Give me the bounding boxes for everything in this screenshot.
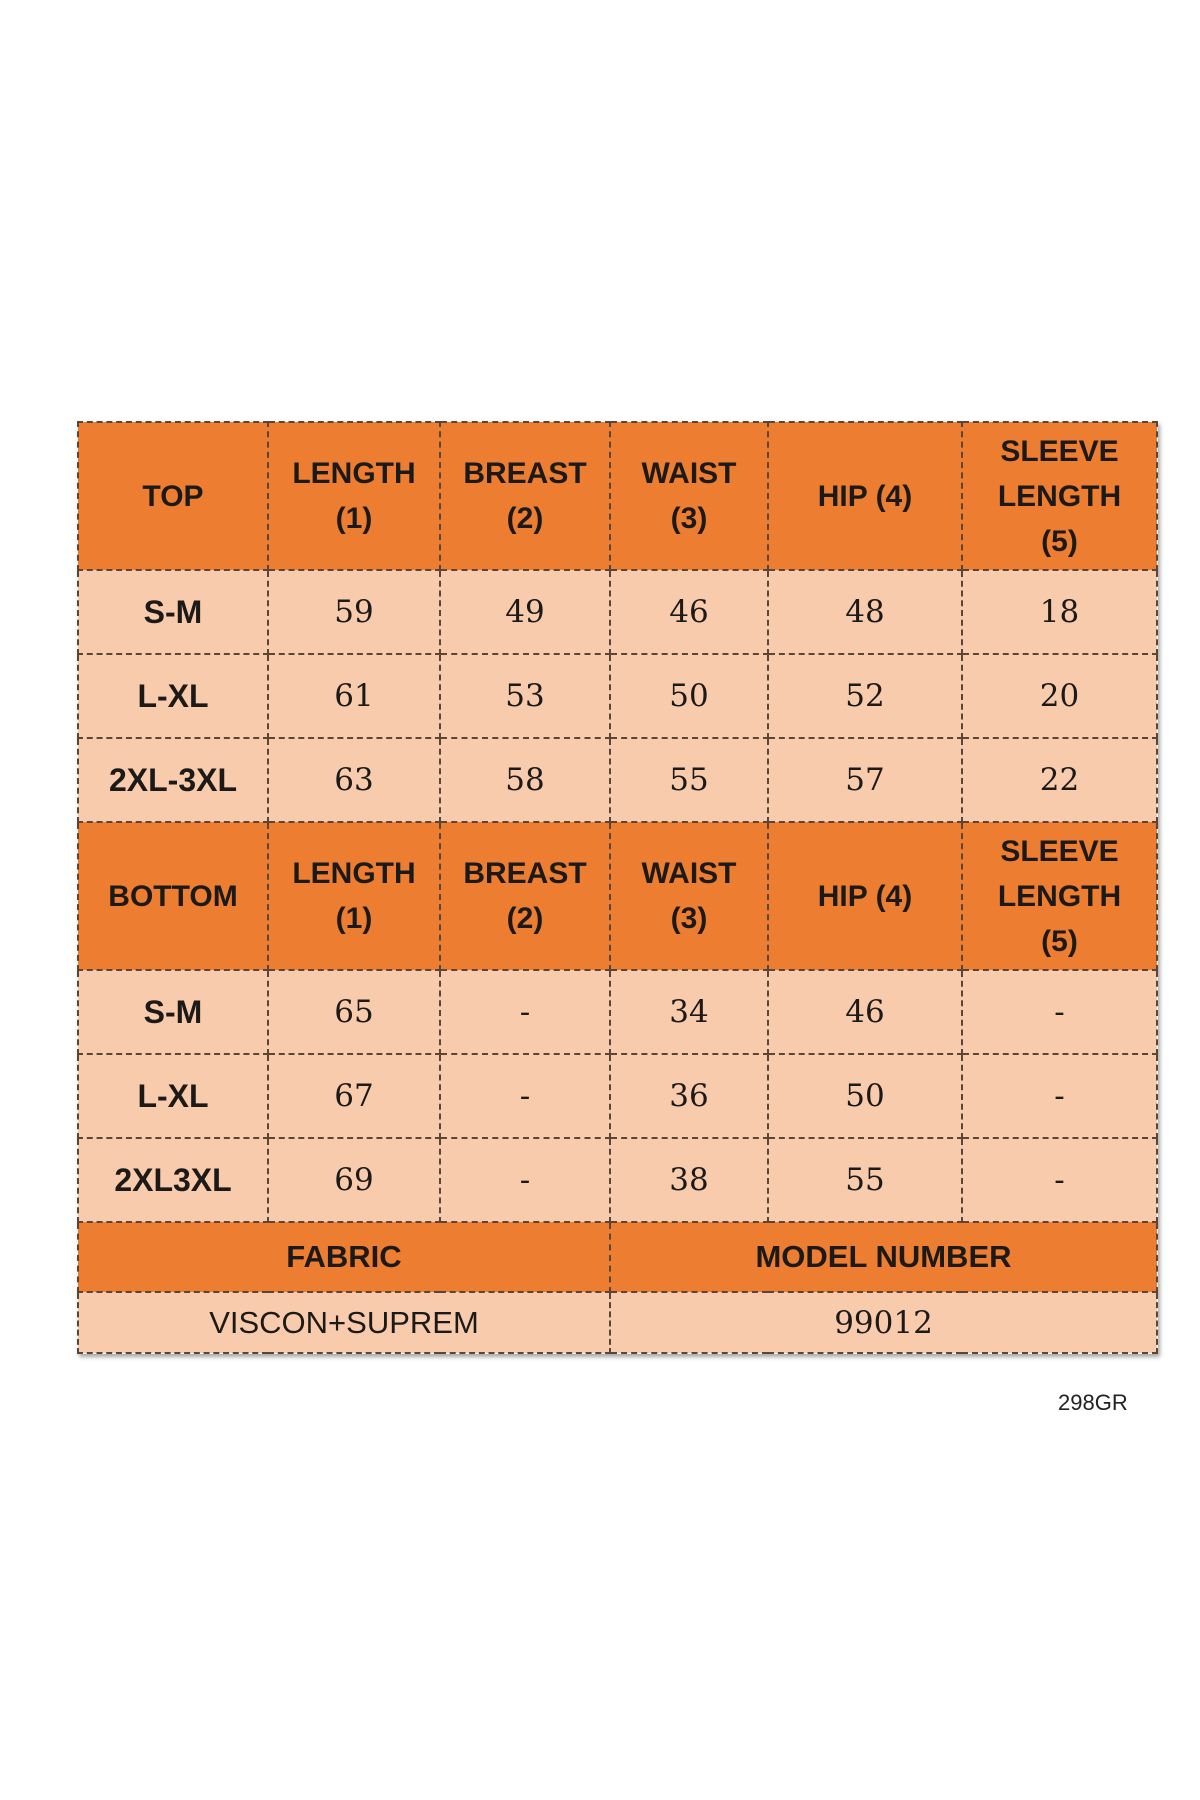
size-label: L-XL [78,1054,268,1138]
bottom-header-row [78,822,1157,970]
bottom-sleeve-length-header: SLEEVE LENGTH (5) [962,822,1157,970]
size-label: S-M [78,570,268,654]
breast-value: 49 [440,570,610,654]
fabric-label: FABRIC [78,1222,610,1292]
sleeve-length-value: 20 [962,654,1157,738]
waist-value: 55 [610,738,768,822]
bottom-waist-header: WAIST (3) [610,822,768,970]
waist-value: 46 [610,570,768,654]
breast-value: 53 [440,654,610,738]
size-label: 2XL-3XL [78,738,268,822]
size-label: L-XL [78,654,268,738]
footer-header-row [78,1222,1157,1292]
chart-code: 298GR [1058,1390,1128,1415]
hip-value: 55 [768,1138,962,1222]
breast-value: 58 [440,738,610,822]
waist-value: 38 [610,1138,768,1222]
top-breast-header: BREAST (2) [440,422,610,570]
waist-value: 50 [610,654,768,738]
length-value: 67 [268,1054,440,1138]
model-number-value: 99012 [610,1292,1157,1353]
sleeve-length-value: - [962,970,1157,1054]
fabric-value: VISCON+SUPREM [78,1292,610,1353]
length-value: 61 [268,654,440,738]
top-header-row [78,422,1157,570]
table-row [78,1138,1157,1222]
bottom-breast-header: BREAST (2) [440,822,610,970]
top-waist-header: WAIST (3) [610,422,768,570]
top-length-header: LENGTH (1) [268,422,440,570]
table-row [78,970,1157,1054]
waist-value: 34 [610,970,768,1054]
breast-value: - [440,1138,610,1222]
hip-value: 48 [768,570,962,654]
breast-value: - [440,970,610,1054]
size-label: S-M [78,970,268,1054]
length-value: 59 [268,570,440,654]
size-label: 2XL3XL [78,1138,268,1222]
length-value: 65 [268,970,440,1054]
top-header-cell: TOP [78,422,268,570]
table-row [78,654,1157,738]
waist-value: 36 [610,1054,768,1138]
breast-value: - [440,1054,610,1138]
top-hip-header: HIP (4) [768,422,962,570]
footer-value-row [78,1292,1157,1353]
sleeve-length-value: - [962,1054,1157,1138]
length-value: 63 [268,738,440,822]
sleeve-length-value: - [962,1138,1157,1222]
bottom-hip-header: HIP (4) [768,822,962,970]
table-row [78,570,1157,654]
table-row [78,1054,1157,1138]
length-value: 69 [268,1138,440,1222]
sleeve-length-value: 18 [962,570,1157,654]
size-chart-table [77,421,1158,1354]
top-sleeve-length-header: SLEEVE LENGTH (5) [962,422,1157,570]
hip-value: 50 [768,1054,962,1138]
sleeve-length-value: 22 [962,738,1157,822]
model-number-label: MODEL NUMBER [610,1222,1157,1292]
hip-value: 46 [768,970,962,1054]
bottom-header-cell: BOTTOM [78,822,268,970]
hip-value: 52 [768,654,962,738]
table-row [78,738,1157,822]
bottom-length-header: LENGTH (1) [268,822,440,970]
hip-value: 57 [768,738,962,822]
